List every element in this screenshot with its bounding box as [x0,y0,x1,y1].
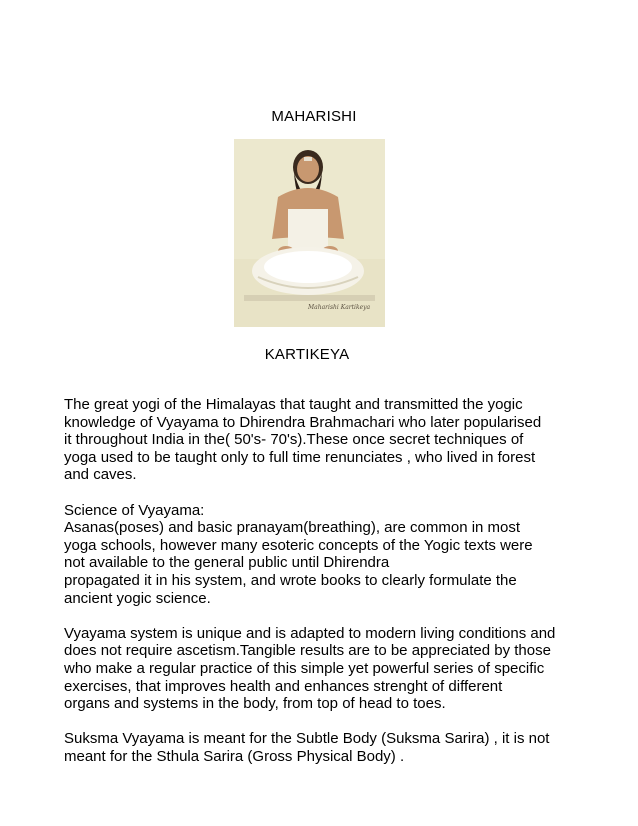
text-line: meant for the Sthula Sarira (Gross Physical Body) . [64,747,405,765]
subtitle [0,346,638,363]
text-line: Vyayama system is unique and is adapted to modern living conditions and [64,624,556,642]
text-line: yoga schools, however many esoteric concepts of the Yogic texts were [64,536,533,554]
text-line: knowledge of Vyayama to Dhirendra Brahmachari who later popularised [64,413,542,431]
text-line: exercises, that improves health and enhances strenght of different [64,677,503,695]
text-line: Suksma Vyayama is meant for the Subtle Body (Suksma Sarira) , it is not [64,730,550,748]
text-line: not available to the general public until Dhirendra [64,554,390,572]
text-line: does not require ascetism.Tangible results are to be appreciated by those [64,642,551,660]
article-body [64,396,584,765]
text-line: Asanas(poses) and basic pranayam(breathing), are common in most [64,519,521,537]
title-kartikeya: KARTIKEYA [264,346,350,363]
text-line: and caves. [64,466,137,484]
text-line: it throughout India in the( 50's- 70's).These once secret techniques of [64,431,524,449]
paragraph-intro [64,396,584,484]
title-maharishi: MAHARISHI [271,108,357,125]
text-line: The great yogi of the Himalayas that taught and transmitted the yogic [64,396,523,413]
text-line: yoga used to be taught only to full time renunciates , who lived in forest [64,448,536,466]
text-line: ancient yogic science. [64,589,211,607]
yogi-photo [234,139,385,327]
text-line: organs and systems in the body, from top of head to toes. [64,695,446,713]
page-title [0,108,638,125]
text-line: who make a regular practice of this simple yet powerful series of specific [64,659,545,677]
paragraph-science [64,502,584,608]
paragraph-suksma [64,730,584,765]
photo-caption: Maharishi Kartikeya [308,304,371,311]
paragraph-system [64,625,584,713]
text-line: propagated it in his system, and wrote books to clearly formulate the [64,571,517,589]
text-line: Science of Vyayama: [64,501,205,519]
